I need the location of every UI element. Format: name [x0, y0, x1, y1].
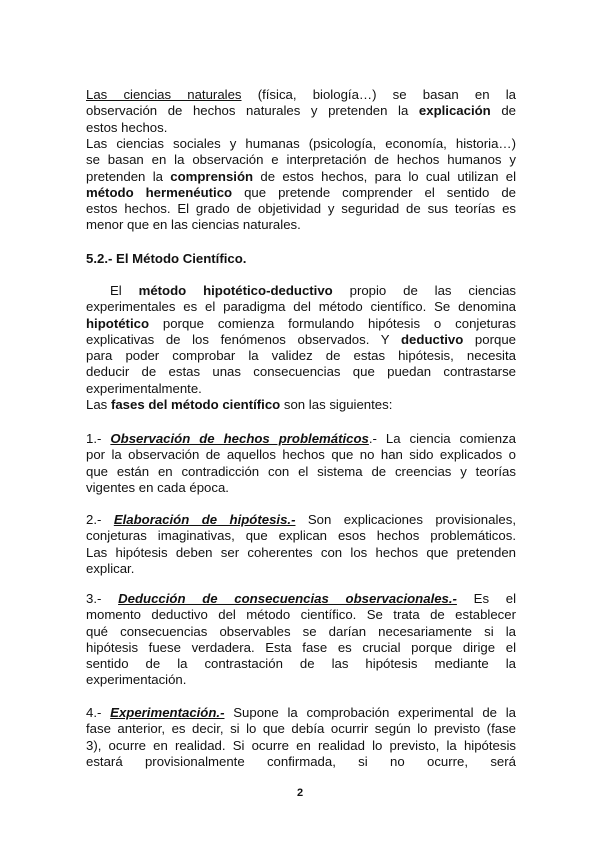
phase-4-experimentation: 4.- Experimentación.- Supone la comprobación experimental de la fase anterior, es decir, si lo que debía ocurrir según lo previsto (fase 3), ocurre en realidad. Si ocurre en realidad lo previsto, la hipótesis estará provisionalmente confirmada, si no ocurre, será	[86, 705, 517, 769]
page-number: 2	[296, 787, 304, 799]
term-natural-sciences: Las ciencias naturales	[86, 87, 242, 102]
phase-1-observation: 1.- Observación de hechos problemáticos.- La ciencia comienza por la observación de aquellos hechos que no han sido explicados o que están en contradicción con el sistema de creencias y teorías vigentes en cada época.	[86, 431, 516, 495]
phase-2-hypothesis: 2.- Elaboración de hipótesis.- Son explicaciones provisionales, conjeturas imaginativas, que explican esos hechos problemáticos. Las hipótesis deben ser coherentes con los hechos que pretenden explicar.	[86, 512, 516, 576]
paragraph-scientific-method: El método hipotético-deductivo propio de las ciencias experimentales es el paradigma del método científico. Se denomina hipotético porque comienza formulando hipótesis o conjeturas explicativas de los fenómenos observados. Y deductivo porque para poder comprobar la validez de estas hipótesis, necesita deducir de estas unas consecuencias que puedan contrastarse experimentalmente. Las fases del método científico son las siguientes:	[86, 283, 517, 413]
phase-2-title: Elaboración de hipótesis.-	[113, 512, 296, 527]
paragraph-natural-sciences: Las ciencias naturales (física, biología…) se basan en la observación de hechos naturales y pretenden la explicación de estos hechos.	[86, 87, 517, 135]
phase-1-title: Observación de hechos problemáticos	[110, 431, 369, 446]
paragraph-social-sciences: Las ciencias sociales y humanas (psicología, economía, historia…) se basan en la observación e interpretación de hechos humanos y pretenden la comprensión de estos hechos, para lo cual utilizan el método hermenéutico que pretende comprender el sentido de estos hechos. El grado de objetividad y seguridad de sus teorías es menor que en las ciencias naturales.	[86, 136, 516, 233]
section-heading: 5.2.- El Método Científico.	[86, 251, 247, 266]
phase-4-title: Experimentación.-	[110, 705, 225, 720]
phase-3-deduction: 3.- Deducción de consecuencias observacionales.- Es el momento deductivo del método científico. Se trata de establecer qué consecuencias observables se darían necesariamente si la hipótesis fuese verdadera. Esta fase es crucial porque dirige el sentido de la contrastación de las hipótesis mediante la experimentación.	[86, 591, 516, 688]
phase-3-title: Deducción de consecuencias observacionales.-	[118, 591, 457, 606]
